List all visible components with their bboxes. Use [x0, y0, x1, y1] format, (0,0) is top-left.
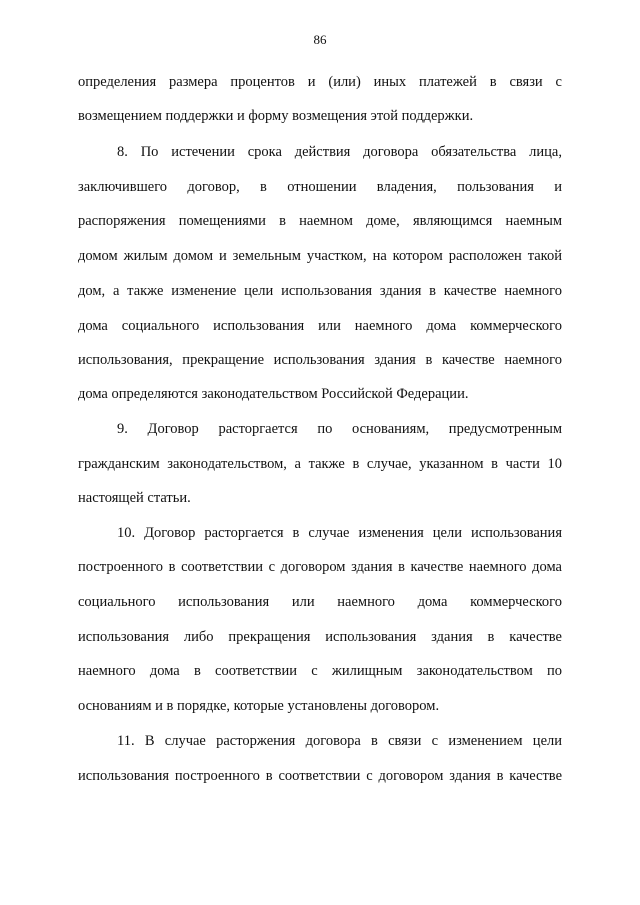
page-number: 86	[313, 32, 327, 47]
text-line: использования, прекращение использования здания в качестве наемного	[78, 352, 562, 368]
text-line: 9. Договор расторгается по основаниям, предусмотренным	[117, 421, 562, 437]
text-line: 10. Договор расторгается в случае изменения цели использования	[117, 525, 562, 541]
text-line: заключившего договор, в отношении владения, пользования и	[78, 179, 562, 195]
text-line: гражданским законодательством, а также в случае, указанном в части 10	[78, 456, 562, 472]
text-line: использования построенного в соответствии с договором здания в качестве	[78, 768, 562, 784]
text-line: 11. В случае расторжения договора в связи с изменением цели	[117, 733, 562, 749]
text-line: социального использования или наемного дома коммерческого	[78, 594, 562, 610]
text-line: домом жилым домом и земельным участком, на котором расположен такой	[78, 248, 562, 264]
text-line: 8. По истечении срока действия договора обязательства лица,	[117, 144, 562, 160]
text-line: определения размера процентов и (или) иных платежей в связи с	[78, 74, 562, 90]
text-line: настоящей статьи.	[78, 490, 191, 506]
text-line: распоряжения помещениями в наемном доме, являющимся наемным	[78, 213, 562, 229]
text-line: основаниям и в порядке, которые установлены договором.	[78, 698, 440, 714]
text-line: дом, а также изменение цели использования здания в качестве наемного	[78, 283, 562, 299]
text-line: дома определяются законодательством Российской Федерации.	[78, 386, 469, 402]
text-line: наемного дома в соответствии с жилищным законодательством по	[78, 663, 562, 679]
text-line: построенного в соответствии с договором здания в качестве наемного дома	[78, 559, 562, 575]
text-line: возмещением поддержки и форму возмещения этой поддержки.	[78, 108, 474, 124]
text-line: дома социального использования или наемного дома коммерческого	[78, 318, 562, 334]
text-line: использования либо прекращения использования здания в качестве	[78, 629, 562, 645]
